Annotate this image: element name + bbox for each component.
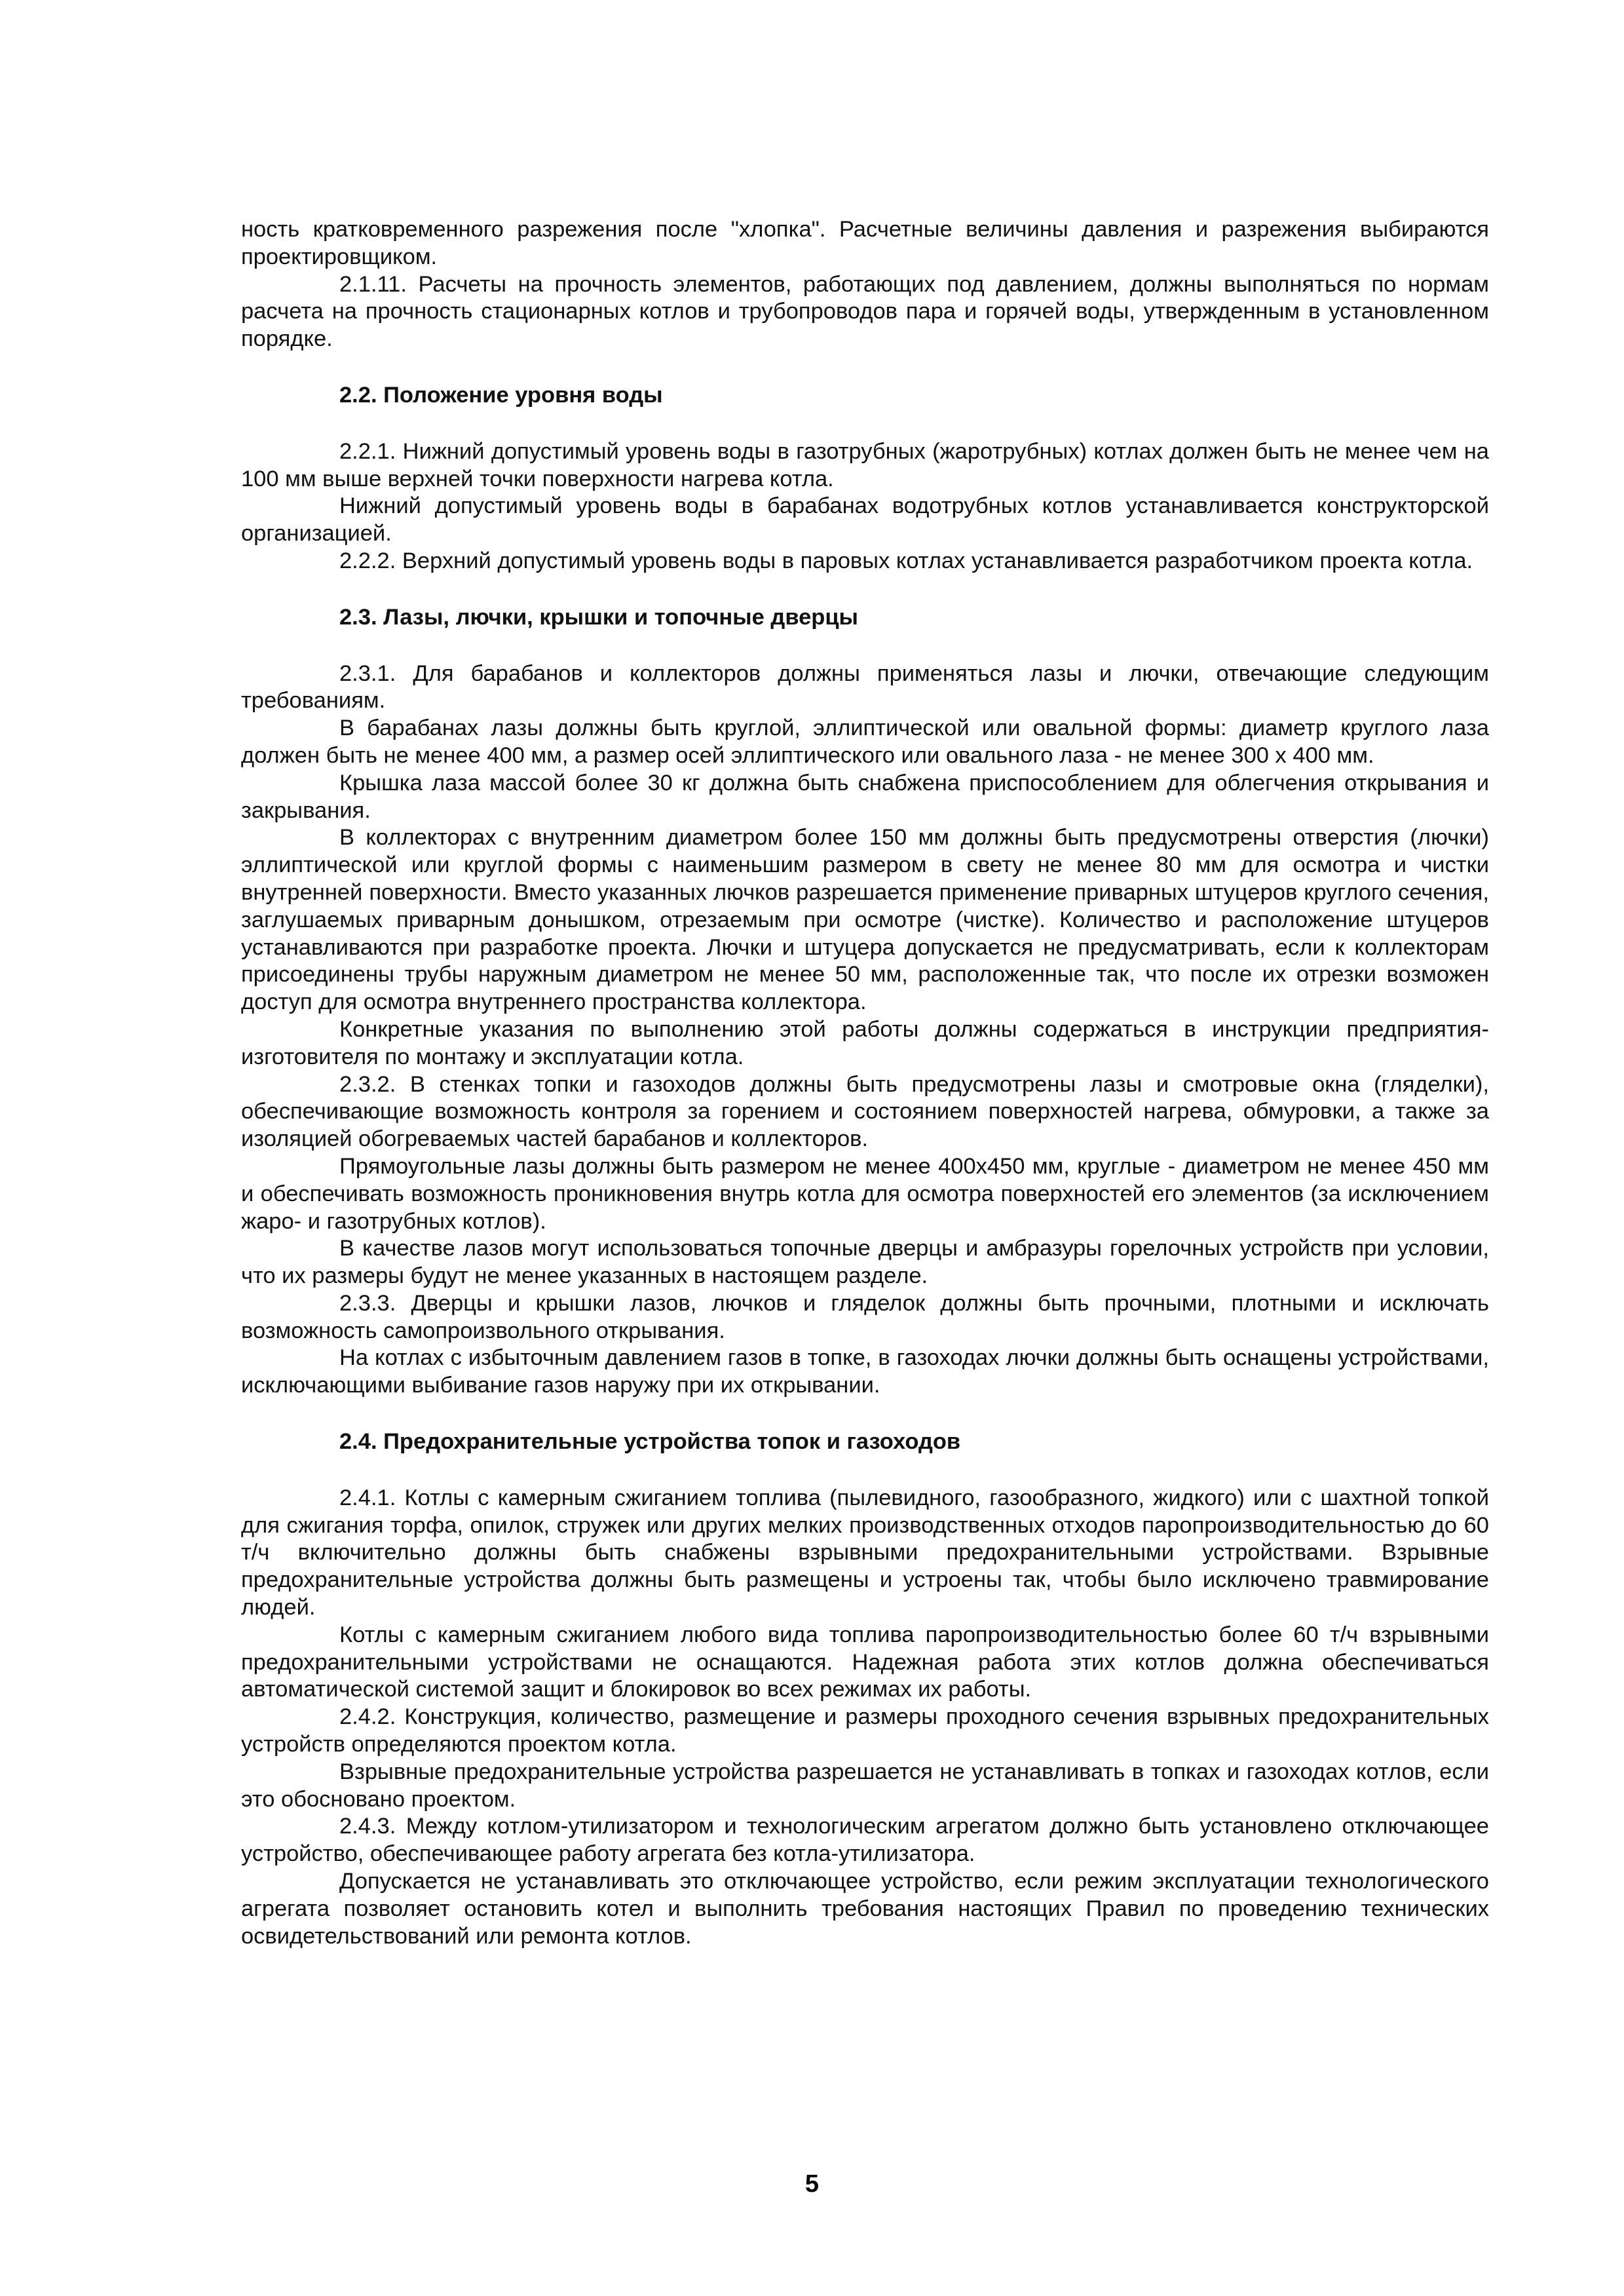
paragraph: В коллекторах с внутренним диаметром более 150 мм должны быть предусмотрены отверстия (лючки) эллиптической или круглой формы с наименьшим размером в свету не менее 80 мм для осмотра и чистки внутренней поверхности. Вместо указанных лючков разрешается применение приварных штуцеров круглого сечения, заглушаемых приварным донышком, отрезаемым при осмотре (чистке). Количество и расположение штуцеров устанавливаются при разработке проекта. Лючки и штуцера допускается не предусматривать, если к коллекторам присоединены трубы наружным диаметром не менее 50 мм, расположенные так, что после их отрезки возможен доступ для осмотра внутреннего пространства коллектора.: [241, 825, 1489, 1015]
paragraph: 2.4.1. Котлы с камерным сжиганием топлива (пылевидного, газообразного, жидкого) или с шахтной топкой для сжигания торфа, опилок, стружек или других мелких производственных отходов паропроизводительностью до 60 т/ч включительно должны быть снабжены взрывными предохранительными устройствами. Взрывные предохранительные устройства должны быть размещены и устроены так, чтобы было исключено травмирование людей.: [241, 1485, 1489, 1620]
paragraph: 2.4.3. Между котлом-утилизатором и технологическим агрегатом должно быть установлено отключающее устройство, обеспечивающее работу агрегата без котла-утилизатора.: [241, 1814, 1489, 1867]
section-heading-2-4: 2.4. Предохранительные устройства топок и газоходов: [339, 1429, 961, 1455]
paragraph: В барабанах лазы должны быть круглой, эллиптической или овальной формы: диаметр круглого лаза должен быть не менее 400 мм, а размер осей эллиптического или овального лаза - не менее 300 х 400 мм.: [241, 716, 1489, 768]
paragraph: В качестве лазов могут использоваться топочные дверцы и амбразуры горелочных устройств при условии, что их размеры будут не менее указанных в настоящем разделе.: [241, 1236, 1489, 1289]
paragraph: 2.2.2. Верхний допустимый уровень воды в паровых котлах устанавливается разработчиком проекта котла.: [339, 548, 1473, 573]
paragraph: ность кратковременного разрежения после "хлопка". Расчетные величины давления и разрежения выбираются проектировщиком.: [241, 217, 1489, 269]
paragraph: 2.3.2. В стенках топки и газоходов должны быть предусмотрены лазы и смотровые окна (гляделки), обеспечивающие возможность контроля за горением и состоянием поверхностей нагрева, обмуровки, а также за изоляцией обогреваемых частей барабанов и коллекторов.: [241, 1071, 1489, 1152]
paragraph: Допускается не устанавливать это отключающее устройство, если режим эксплуатации технологического агрегата позволяет остановить котел и выполнить требования настоящих Правил по проведению технических освидетельствований или ремонта котлов.: [241, 1869, 1489, 1949]
page-number: 5: [804, 2170, 820, 2198]
paragraph: 2.3.1. Для барабанов и коллекторов должны применяться лазы и лючки, отвечающие следующим требованиям.: [241, 660, 1489, 714]
paragraph: Прямоугольные лазы должны быть размером не менее 400х450 мм, круглые - диаметром не менее 450 мм и обеспечивать возможность проникновения внутрь котла для осмотра поверхностей его элементов (за исключением жаро- и газотрубных котлов).: [241, 1153, 1489, 1234]
paragraph: На котлах с избыточным давлением газов в топке, в газоходах лючки должны быть оснащены устройствами, исключающими выбивание газов наружу при их открывании.: [241, 1345, 1489, 1398]
paragraph: 2.4.2. Конструкция, количество, размещение и размеры проходного сечения взрывных предохранительных устройств определяются проектом котла.: [241, 1704, 1489, 1757]
paragraph: Нижний допустимый уровень воды в барабанах водотрубных котлов устанавливается конструкторской организацией.: [241, 493, 1489, 546]
section-heading-2-3: 2.3. Лазы, лючки, крышки и топочные дверцы: [339, 604, 859, 630]
paragraph: Взрывные предохранительные устройства разрешается не устанавливать в топках и газоходах котлов, если это обосновано проектом.: [241, 1759, 1489, 1812]
document-page: [241, 216, 1489, 1950]
paragraph: 2.1.11. Расчеты на прочность элементов, работающих под давлением, должны выполняться по нормам расчета на прочность стационарных котлов и трубопроводов пара и горячей воды, утвержденным в установленном порядке.: [241, 271, 1489, 352]
section-heading-2-2: 2.2. Положение уровня воды: [339, 382, 663, 408]
paragraph: Котлы с камерным сжиганием любого вида топлива паропроизводительностью более 60 т/ч взрывными предохранительными устройствами не оснащаются. Надежная работа этих котлов должна обеспечиваться автоматической системой защит и блокировок во всех режимах их работы.: [241, 1622, 1489, 1702]
paragraph: Конкретные указания по выполнению этой работы должны содержаться в инструкции предприятия-изготовителя по монтажу и эксплуатации котла.: [241, 1016, 1489, 1069]
paragraph: Крышка лаза массой более 30 кг должна быть снабжена приспособлением для облегчения открывания и закрывания.: [241, 770, 1489, 823]
paragraph: 2.3.3. Дверцы и крышки лазов, лючков и гляделок должны быть прочными, плотными и исключать возможность самопроизвольного открывания.: [241, 1290, 1489, 1343]
paragraph: 2.2.1. Нижний допустимый уровень воды в газотрубных (жаротрубных) котлах должен быть не менее чем на 100 мм выше верхней точки поверхности нагрева котла.: [241, 438, 1489, 491]
